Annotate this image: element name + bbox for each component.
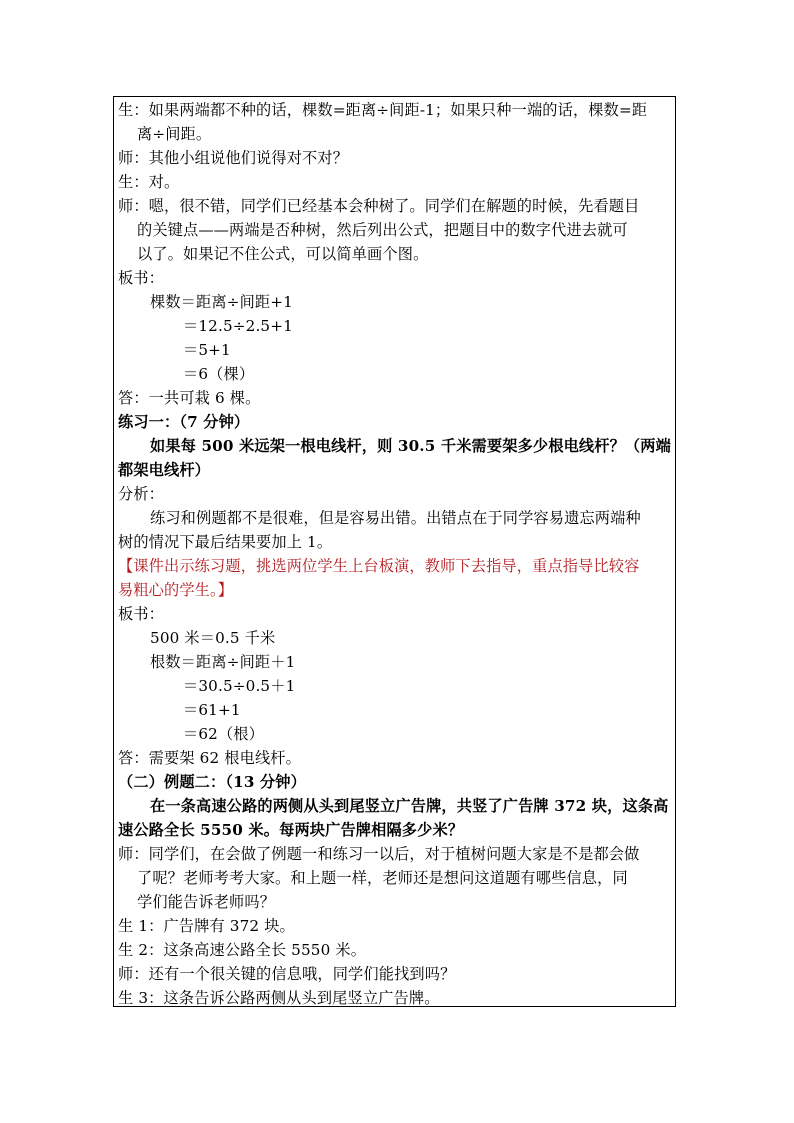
formula-line: ＝61+1 bbox=[183, 701, 241, 719]
text-line: 的关键点——两端是否种树，然后列出公式，把题目中的数字代进去就可 bbox=[137, 221, 628, 239]
text-line: 师：嗯，很不错，同学们已经基本会种树了。同学们在解题的时候，先看题目 bbox=[118, 197, 640, 215]
text-line: 生：对。 bbox=[118, 173, 180, 191]
text-line: 生 1：广告牌有 372 块。 bbox=[118, 917, 295, 935]
text-line: 生 3：这条告诉公路两侧从头到尾竖立广告牌。 bbox=[118, 989, 440, 1007]
text-line: 生：如果两端都不种的话，棵数=距离÷间距-1；如果只种一端的话，棵数=距 bbox=[118, 101, 648, 119]
text-line: 了呢？老师考考大家。和上题一样，老师还是想问这道题有哪些信息，同 bbox=[137, 869, 628, 887]
text-line: 树的情况下最后结果要加上 1。 bbox=[118, 533, 333, 551]
section-heading: 练习一：（7 分钟） bbox=[118, 413, 250, 431]
teaching-note: 【课件出示练习题，挑选两位学生上台板演，教师下去指导，重点指导比较容 bbox=[118, 557, 640, 575]
answer-line: 答：需要架 62 根电线杆。 bbox=[118, 749, 301, 767]
problem-text: 都架电线杆） bbox=[118, 461, 211, 479]
formula-line: ＝5+1 bbox=[183, 341, 231, 359]
text-line: 练习和例题都不是很难，但是容易出错。出错点在于同学容易遗忘两端种 bbox=[150, 509, 641, 527]
text-line: 学们能告诉老师吗？ bbox=[137, 893, 276, 911]
text-line: 师：同学们，在会做了例题一和练习一以后，对于植树问题大家是不是都会做 bbox=[118, 845, 640, 863]
text-line: 师：其他小组说他们说得对不对？ bbox=[118, 149, 349, 167]
analysis-label: 分析： bbox=[118, 485, 165, 503]
problem-text: 在一条高速公路的两侧从头到尾竖立广告牌，共竖了广告牌 372 块，这条高 bbox=[150, 797, 669, 815]
text-line: 离÷间距。 bbox=[137, 125, 212, 143]
text-line: 师：还有一个很关键的信息哦，同学们能找到吗？ bbox=[118, 965, 456, 983]
problem-text: 速公路全长 5550 米。每两块广告牌相隔多少米？ bbox=[118, 821, 464, 839]
formula-line: 棵数＝距离÷间距+1 bbox=[150, 293, 293, 311]
formula-line: ＝12.5÷2.5+1 bbox=[183, 317, 293, 335]
text-line: 生 2：这条高速公路全长 5550 米。 bbox=[118, 941, 367, 959]
board-label: 板书： bbox=[118, 269, 165, 287]
text-line: 以了。如果记不住公式，可以简单画个图。 bbox=[137, 245, 429, 263]
formula-line: 500 米＝0.5 千米 bbox=[150, 629, 276, 647]
formula-line: 根数＝距离÷间距＋1 bbox=[150, 653, 296, 671]
problem-text: 如果每 500 米远架一根电线杆，则 30.5 千米需要架多少根电线杆？（两端 bbox=[150, 437, 671, 455]
formula-line: ＝6（棵） bbox=[183, 365, 255, 383]
formula-line: ＝30.5÷0.5＋1 bbox=[183, 677, 296, 695]
section-heading: （二）例题二：（13 分钟） bbox=[118, 773, 306, 791]
board-label: 板书： bbox=[118, 605, 165, 623]
formula-line: ＝62（根） bbox=[183, 725, 264, 743]
teaching-note: 易粗心的学生。】 bbox=[118, 581, 234, 599]
answer-line: 答：一共可栽 6 棵。 bbox=[118, 389, 261, 407]
